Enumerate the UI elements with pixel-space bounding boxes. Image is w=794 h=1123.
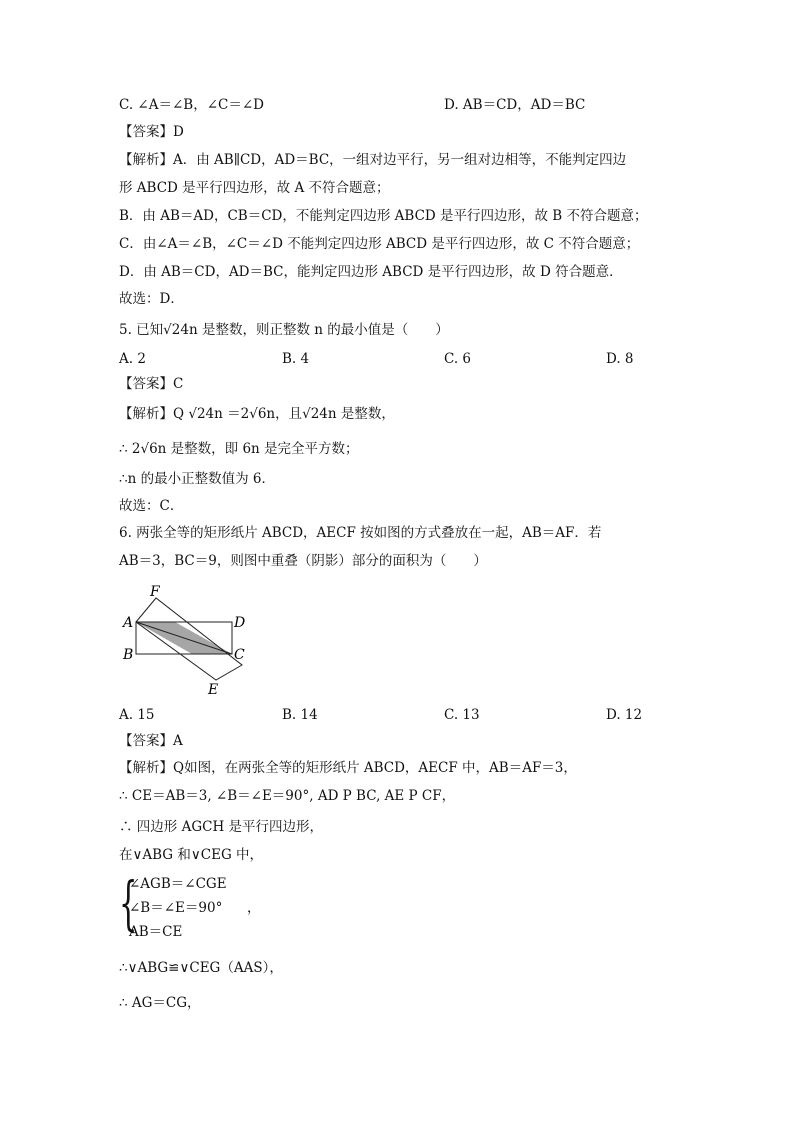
q4-answer: 【答案】D — [119, 124, 184, 140]
q4-analysis-line-4: C．由∠A＝∠B，∠C＝∠D 不能判定四边形 ABCD 是平行四边形，故 C 不符合题意； — [119, 236, 640, 252]
q6-stem-line-1: 6. 两张全等的矩形纸片 ABCD，AECF 按如图的方式叠放在一起，AB＝AF．若 — [119, 525, 602, 541]
label-c: C — [234, 647, 245, 663]
q6-analysis-line-4: 在∨ABG 和∨CEG 中， — [119, 847, 264, 863]
q4-analysis-line-6: 故选：D． — [119, 291, 184, 307]
q4-option-c: C. ∠A＝∠B，∠C＝∠D — [119, 97, 264, 113]
label-a: A — [123, 615, 134, 631]
label-d: D — [234, 615, 246, 631]
q5-analysis-line-3: ∴n 的最小正整数值为 6． — [119, 471, 275, 487]
label-b: B — [123, 647, 134, 663]
q6-figure — [115, 580, 255, 700]
label-f: F — [150, 584, 160, 600]
q5-stem: 5. 已知√24n 是整数，则正整数 n 的最小值是（ ） — [119, 322, 449, 338]
q6-analysis-line-2: ∴ CE＝AB＝3, ∠B＝∠E＝90°, AD P BC, AE P CF， — [119, 788, 456, 804]
q6-option-c: C. 13 — [444, 707, 480, 723]
q5-answer: 【答案】C — [119, 376, 184, 392]
left-brace: { — [119, 869, 138, 937]
system-line-1: ∠AGB＝∠CGE — [129, 876, 227, 892]
q4-option-d: D. AB＝CD，AD＝BC — [444, 97, 586, 113]
q6-answer: 【答案】A — [119, 733, 183, 749]
equation-system — [119, 869, 319, 948]
q4-analysis-line-2: 形 ABCD 是平行四边形，故 A 不符合题意； — [119, 180, 390, 196]
q6-analysis-line-3: ∴ 四边形 AGCH 是平行四边形， — [119, 819, 324, 835]
q6-option-a: A. 15 — [119, 707, 155, 723]
label-e: E — [208, 682, 219, 698]
q6-analysis-line-6: ∴ AG＝CG， — [119, 995, 201, 1011]
q6-option-b: B. 14 — [282, 707, 318, 723]
q5-option-a: A. 2 — [119, 351, 146, 367]
q5-option-c: C. 6 — [444, 351, 472, 367]
q5-option-d: D. 8 — [606, 351, 634, 367]
system-line-2: ∠B＝∠E＝90° — [129, 900, 223, 916]
q6-analysis-line-5: ∴∨ABG≌∨CEG（AAS）， — [119, 960, 283, 976]
q5-option-b: B. 4 — [282, 351, 310, 367]
q6-stem-line-2: AB＝3，BC＝9，则图中重叠（阴影）部分的面积为（ ） — [119, 553, 487, 569]
q4-analysis-line-3: B．由 AB＝AD，CB＝CD，不能判定四边形 ABCD 是平行四边形，故 B 不符合题意； — [119, 208, 648, 224]
q5-analysis-line-1: 【解析】Q √24n ＝2√6n，且√24n 是整数， — [119, 406, 395, 422]
q5-analysis-line-2: ∴ 2√6n 是整数，即 6n 是完全平方数； — [119, 441, 359, 457]
q4-analysis-line-1: 【解析】A．由 AB∥CD，AD＝BC，一组对边平行，另一组对边相等，不能判定四边 — [119, 152, 627, 168]
q4-analysis-line-5: D．由 AB＝CD，AD＝BC，能判定四边形 ABCD 是平行四边形，故 D 符合题意． — [119, 264, 623, 280]
system-tail: ， — [247, 900, 261, 916]
q6-analysis-line-1: 【解析】Q如图，在两张全等的矩形纸片 ABCD，AECF 中，AB＝AF＝3， — [119, 760, 577, 776]
q6-option-d: D. 12 — [606, 707, 643, 723]
system-line-3: AB＝CE — [129, 924, 183, 940]
q5-analysis-line-4: 故选：C． — [119, 498, 184, 514]
